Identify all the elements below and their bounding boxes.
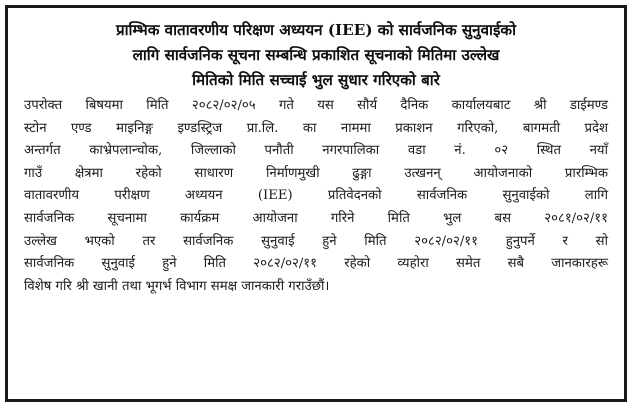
notice-body-line-1: उपरोक्त बिषयमा मिति २०८२/०२/०५ गते यस सौर्य दैनिक कार्यालयबाट श्री डाईमण्ड: [24, 98, 608, 113]
notice-body-line-6: सार्वजनिक सूचनामा कार्यक्रम आयोजना गरिने मिति भुल बस २०८१/०२/११: [24, 210, 608, 226]
notice-body-line-4: गाउँ क्षेत्रमा रहेको साधारण निर्माणमुखी ढुङ्गा उत्खनन् आयोजनाको प्रारम्भिक: [24, 165, 608, 181]
notice-title-line-3: मितिको मिति सच्चाई भुल सुधार गरिएको बारे: [192, 71, 440, 89]
notice-body: [24, 95, 608, 298]
notice-title-line-2: लागि सार्वजनिक सूचना सम्बन्धि प्रकाशित सूचनाको मितिमा उल्लेख: [132, 46, 500, 64]
notice-body-line-7: उल्लेख भएको तर सार्वजनिक सुनुवाई हुने मिति २०८२/०२/११ हुनुपर्ने र सो: [24, 233, 608, 249]
notice-title-line-1: प्राम्भिक वातावरणीय परिक्षण अध्ययन (IEE) को सार्वजनिक सुनुवाईको: [115, 21, 517, 39]
notice-body-line-9: विशेष गरि श्री खानी तथा भूगर्भ विभाग समक्ष जानकारी गराउँछौं।: [24, 278, 330, 294]
notice-body-line-8: सार्वजनिक सुनुवाई हुने मिति २०८२/०२/११ रहेको व्यहोरा समेत सबै जानकारहरू: [24, 256, 608, 272]
notice-body-line-2: स्टोन एण्ड माइनिङ्ग इण्डस्ट्रिज प्रा.लि. का नाममा प्रकाशन गरिएको, बागमती प्रदेश: [24, 120, 608, 136]
public-notice-box: [5, 5, 627, 402]
notice-body-line-5: वातावरणीय परीक्षण अध्ययन (IEE) प्रतिवेदनको सार्वजनिक सुनुवाईको लागि: [24, 188, 608, 204]
notice-title: [24, 18, 608, 93]
notice-body-line-3: अन्तर्गत काभ्रेपलान्चोक, जिल्लाको पनौती नगरपालिका वडा नं. ०२ स्थित नयाँ: [24, 143, 608, 159]
